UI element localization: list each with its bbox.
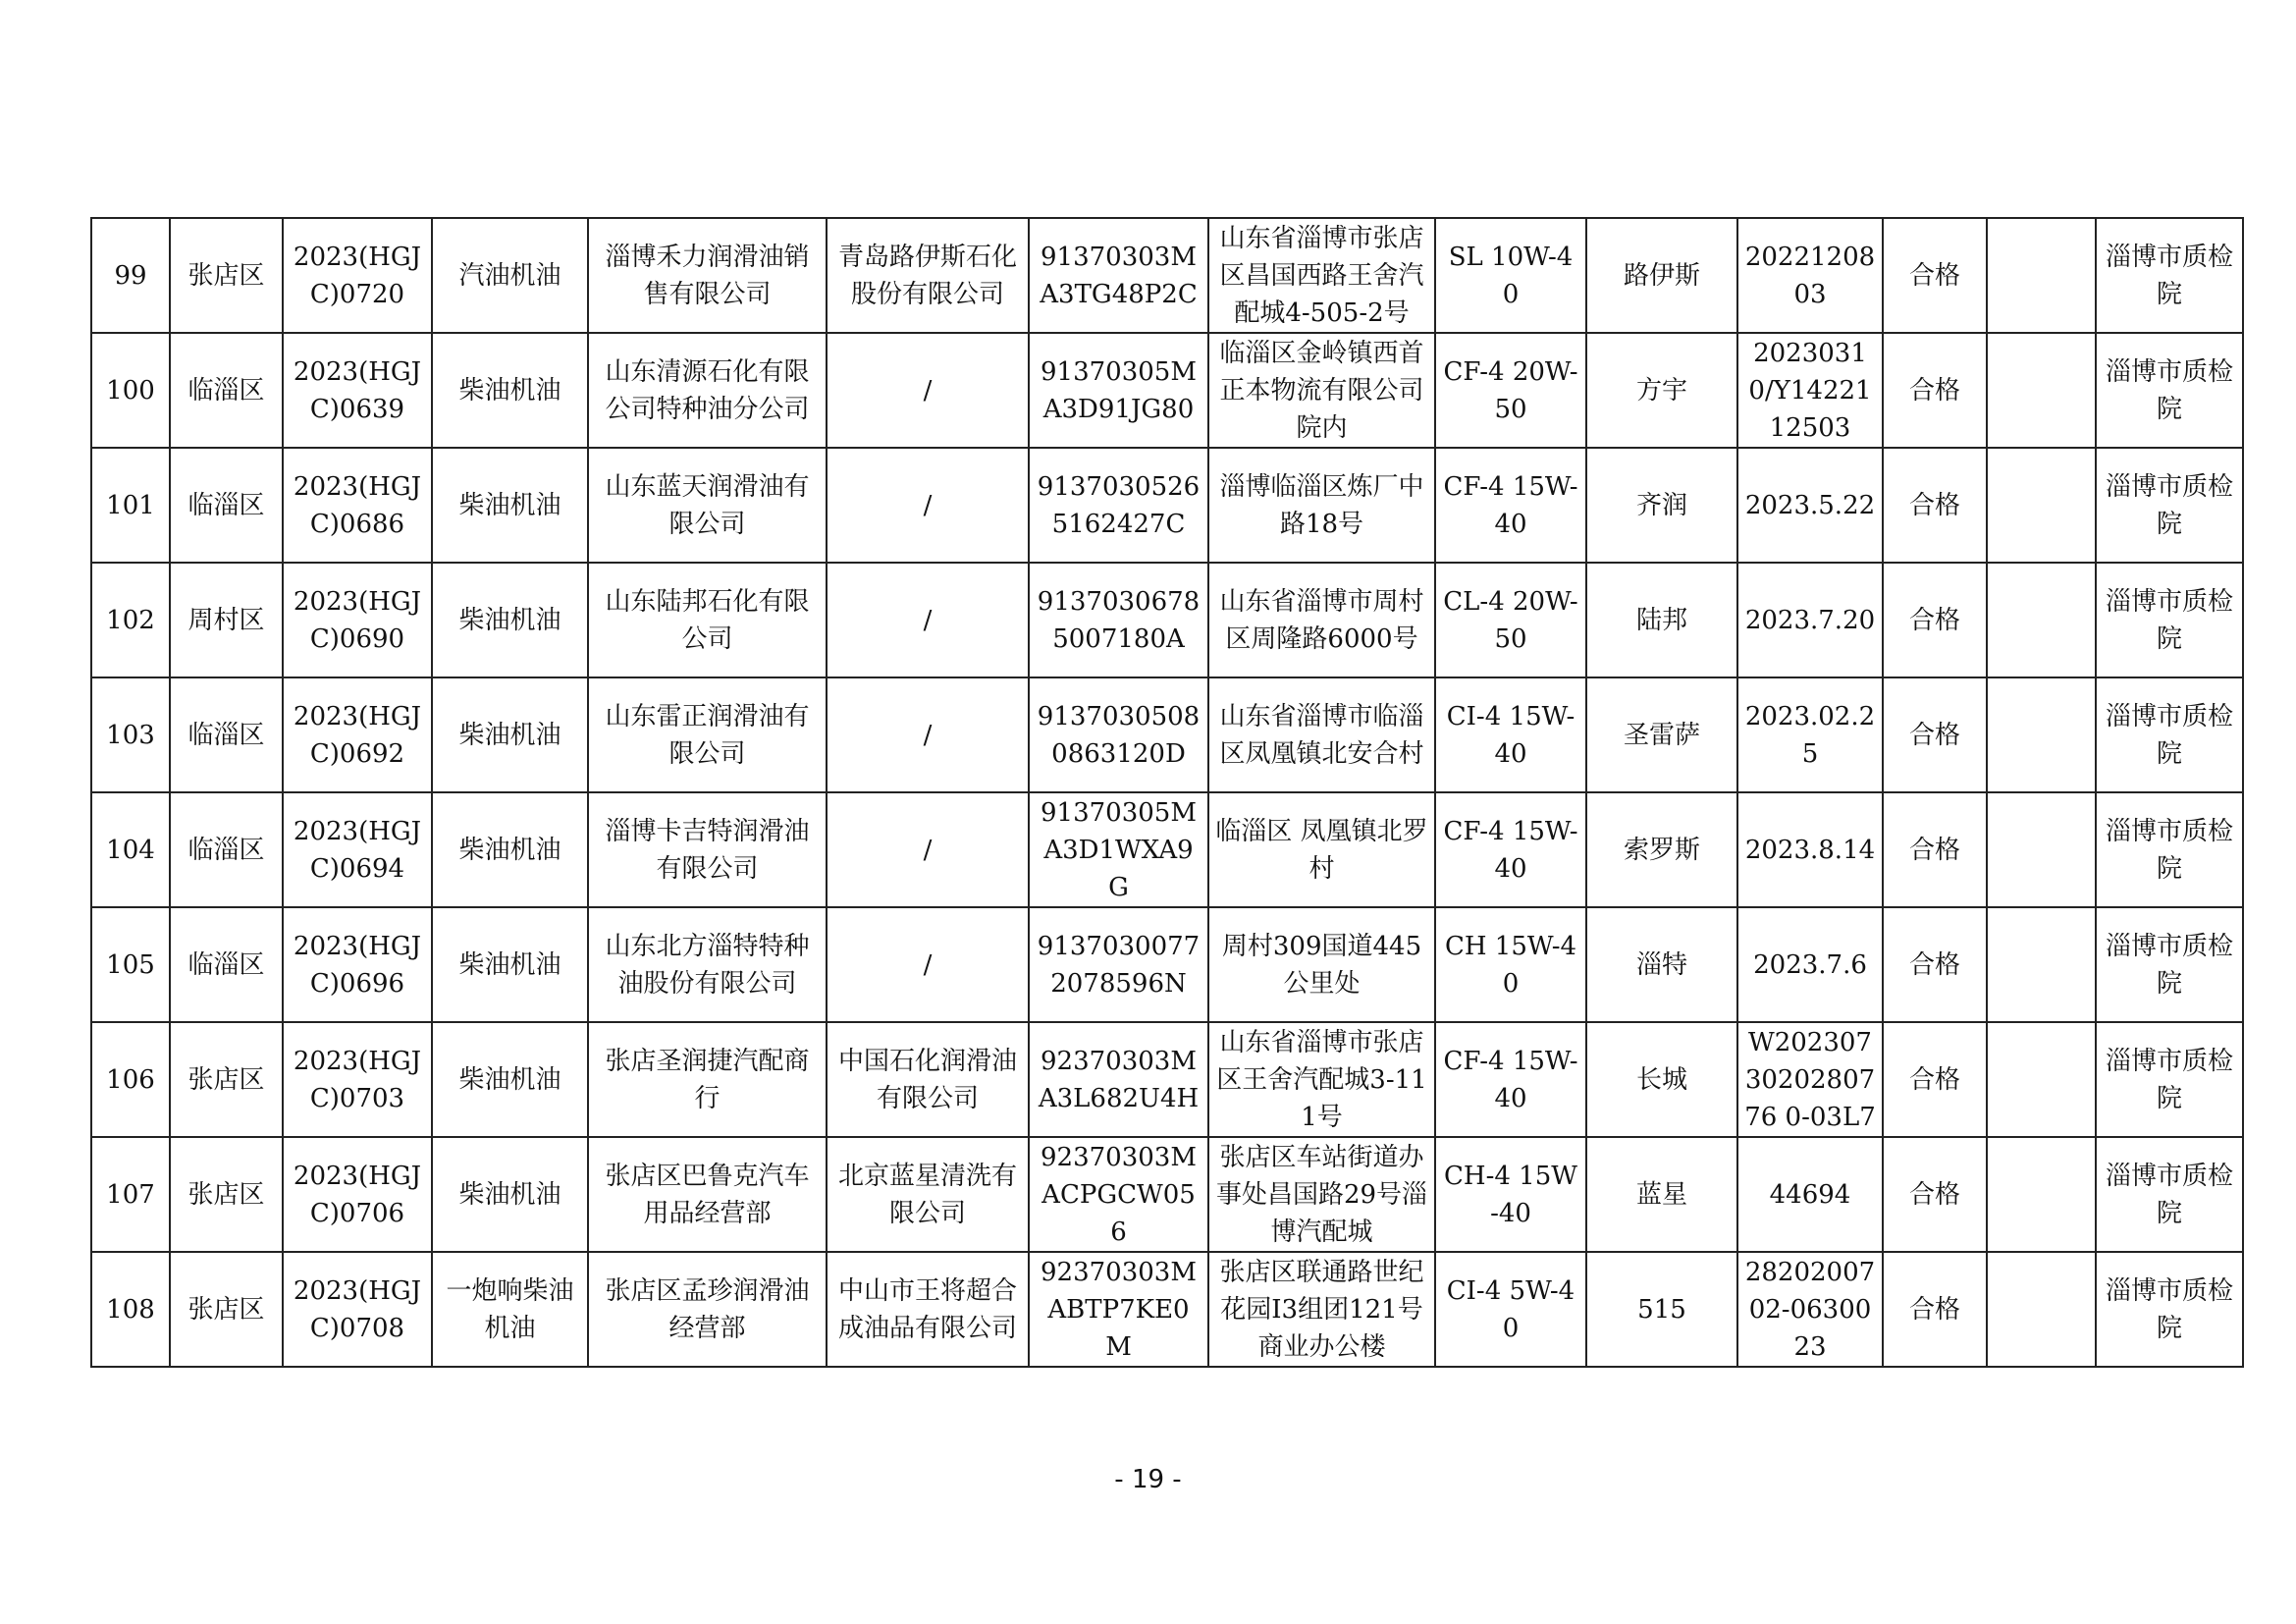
table-row — [91, 1252, 2243, 1367]
cell-producer: / — [827, 792, 1029, 907]
cell-seq: 102 — [91, 563, 170, 677]
cell-sampled-company: 张店区孟珍润滑油经营部 — [588, 1252, 827, 1367]
cell-remark — [1987, 563, 2096, 677]
cell-spec: CF-4 15W-40 — [1435, 792, 1586, 907]
cell-batch: 2023.5.22 — [1737, 448, 1883, 563]
cell-batch: 2820200702-0630023 — [1737, 1252, 1883, 1367]
cell-credit-code: 91370305MA3D91JG80 — [1029, 333, 1208, 448]
cell-agency: 淄博市质检院 — [2096, 1022, 2243, 1137]
cell-address: 周村309国道445公里处 — [1208, 907, 1435, 1022]
cell-district: 张店区 — [170, 1022, 283, 1137]
table-row — [91, 333, 2243, 448]
cell-credit-code: 92370303MABTP7KE0M — [1029, 1252, 1208, 1367]
cell-agency: 淄博市质检院 — [2096, 333, 2243, 448]
cell-seq: 108 — [91, 1252, 170, 1367]
cell-batch: 2022120803 — [1737, 218, 1883, 333]
cell-result: 合格 — [1883, 218, 1987, 333]
cell-product: 柴油机油 — [432, 907, 588, 1022]
cell-report-no: 2023(HGJC)0639 — [283, 333, 432, 448]
cell-producer: / — [827, 563, 1029, 677]
page-number: - 19 - — [1114, 1465, 1182, 1494]
cell-report-no: 2023(HGJC)0690 — [283, 563, 432, 677]
cell-spec: CH-4 15W-40 — [1435, 1137, 1586, 1252]
cell-sampled-company: 张店圣润捷汽配商行 — [588, 1022, 827, 1137]
cell-result: 合格 — [1883, 563, 1987, 677]
cell-credit-code: 92370303MACPGCW056 — [1029, 1137, 1208, 1252]
cell-producer: 中国石化润滑油有限公司 — [827, 1022, 1029, 1137]
cell-address: 临淄区 凤凰镇北罗村 — [1208, 792, 1435, 907]
cell-agency: 淄博市质检院 — [2096, 1137, 2243, 1252]
cell-report-no: 2023(HGJC)0692 — [283, 677, 432, 792]
cell-report-no: 2023(HGJC)0686 — [283, 448, 432, 563]
cell-brand: 515 — [1586, 1252, 1737, 1367]
cell-product: 汽油机油 — [432, 218, 588, 333]
cell-batch: W2023073020280776 0-03L7 — [1737, 1022, 1883, 1137]
cell-sampled-company: 淄博卡吉特润滑油有限公司 — [588, 792, 827, 907]
cell-district: 临淄区 — [170, 333, 283, 448]
cell-sampled-company: 山东清源石化有限公司特种油分公司 — [588, 333, 827, 448]
cell-remark — [1987, 448, 2096, 563]
cell-result: 合格 — [1883, 792, 1987, 907]
cell-seq: 103 — [91, 677, 170, 792]
cell-product: 柴油机油 — [432, 1022, 588, 1137]
cell-credit-code: 91370305MA3D1WXA9G — [1029, 792, 1208, 907]
cell-product: 柴油机油 — [432, 448, 588, 563]
cell-product: 柴油机油 — [432, 677, 588, 792]
cell-district: 临淄区 — [170, 907, 283, 1022]
cell-spec: CH 15W-40 — [1435, 907, 1586, 1022]
cell-credit-code: 91370300772078596N — [1029, 907, 1208, 1022]
cell-result: 合格 — [1883, 907, 1987, 1022]
cell-brand: 路伊斯 — [1586, 218, 1737, 333]
cell-agency: 淄博市质检院 — [2096, 448, 2243, 563]
cell-report-no: 2023(HGJC)0720 — [283, 218, 432, 333]
cell-producer: / — [827, 448, 1029, 563]
cell-address: 张店区车站街道办事处昌国路29号淄博汽配城 — [1208, 1137, 1435, 1252]
cell-brand: 方宇 — [1586, 333, 1737, 448]
cell-address: 临淄区金岭镇西首正本物流有限公司院内 — [1208, 333, 1435, 448]
cell-remark — [1987, 677, 2096, 792]
cell-result: 合格 — [1883, 333, 1987, 448]
cell-result: 合格 — [1883, 448, 1987, 563]
cell-agency: 淄博市质检院 — [2096, 792, 2243, 907]
cell-producer: 北京蓝星清洗有限公司 — [827, 1137, 1029, 1252]
cell-seq: 107 — [91, 1137, 170, 1252]
cell-agency: 淄博市质检院 — [2096, 563, 2243, 677]
table-row — [91, 677, 2243, 792]
cell-result: 合格 — [1883, 1252, 1987, 1367]
cell-agency: 淄博市质检院 — [2096, 907, 2243, 1022]
cell-seq: 104 — [91, 792, 170, 907]
cell-batch: 2023.7.20 — [1737, 563, 1883, 677]
cell-address: 张店区联通路世纪花园I3组团121号商业办公楼 — [1208, 1252, 1435, 1367]
cell-remark — [1987, 1022, 2096, 1137]
cell-remark — [1987, 792, 2096, 907]
cell-sampled-company: 山东北方淄特特种油股份有限公司 — [588, 907, 827, 1022]
cell-producer: / — [827, 907, 1029, 1022]
cell-sampled-company: 山东陆邦石化有限公司 — [588, 563, 827, 677]
cell-sampled-company: 山东雷正润滑油有限公司 — [588, 677, 827, 792]
cell-spec: CF-4 15W-40 — [1435, 448, 1586, 563]
cell-seq: 106 — [91, 1022, 170, 1137]
table-row — [91, 907, 2243, 1022]
cell-address: 淄博临淄区炼厂中路18号 — [1208, 448, 1435, 563]
cell-producer: / — [827, 333, 1029, 448]
cell-product: 柴油机油 — [432, 792, 588, 907]
cell-result: 合格 — [1883, 1022, 1987, 1137]
cell-sampled-company: 张店区巴鲁克汽车用品经营部 — [588, 1137, 827, 1252]
cell-seq: 105 — [91, 907, 170, 1022]
cell-spec: CI-4 5W-40 — [1435, 1252, 1586, 1367]
cell-credit-code: 92370303MA3L682U4H — [1029, 1022, 1208, 1137]
cell-credit-code: 91370306785007180A — [1029, 563, 1208, 677]
cell-district: 周村区 — [170, 563, 283, 677]
cell-brand: 陆邦 — [1586, 563, 1737, 677]
cell-address: 山东省淄博市张店区昌国西路王舍汽配城4-505-2号 — [1208, 218, 1435, 333]
cell-brand: 蓝星 — [1586, 1137, 1737, 1252]
cell-sampled-company: 山东蓝天润滑油有限公司 — [588, 448, 827, 563]
cell-product: 柴油机油 — [432, 1137, 588, 1252]
cell-district: 临淄区 — [170, 448, 283, 563]
cell-credit-code: 91370305265162427C — [1029, 448, 1208, 563]
cell-remark — [1987, 218, 2096, 333]
cell-address: 山东省淄博市周村区周隆路6000号 — [1208, 563, 1435, 677]
cell-report-no: 2023(HGJC)0706 — [283, 1137, 432, 1252]
cell-credit-code: 91370303MA3TG48P2C — [1029, 218, 1208, 333]
cell-result: 合格 — [1883, 677, 1987, 792]
cell-report-no: 2023(HGJC)0696 — [283, 907, 432, 1022]
cell-spec: CL-4 20W-50 — [1435, 563, 1586, 677]
cell-batch: 2023.02.25 — [1737, 677, 1883, 792]
cell-remark — [1987, 1252, 2096, 1367]
cell-producer: 青岛路伊斯石化股份有限公司 — [827, 218, 1029, 333]
cell-spec: SL 10W-40 — [1435, 218, 1586, 333]
table-row — [91, 563, 2243, 677]
cell-spec: CF-4 15W-40 — [1435, 1022, 1586, 1137]
cell-agency: 淄博市质检院 — [2096, 677, 2243, 792]
cell-brand: 齐润 — [1586, 448, 1737, 563]
cell-brand: 淄特 — [1586, 907, 1737, 1022]
cell-agency: 淄博市质检院 — [2096, 218, 2243, 333]
cell-district: 临淄区 — [170, 792, 283, 907]
cell-result: 合格 — [1883, 1137, 1987, 1252]
cell-agency: 淄博市质检院 — [2096, 1252, 2243, 1367]
cell-batch: 2023.7.6 — [1737, 907, 1883, 1022]
cell-seq: 101 — [91, 448, 170, 563]
cell-district: 张店区 — [170, 1252, 283, 1367]
cell-brand: 索罗斯 — [1586, 792, 1737, 907]
cell-product: 柴油机油 — [432, 563, 588, 677]
cell-brand: 长城 — [1586, 1022, 1737, 1137]
cell-spec: CI-4 15W-40 — [1435, 677, 1586, 792]
cell-brand: 圣雷萨 — [1586, 677, 1737, 792]
cell-sampled-company: 淄博禾力润滑油销售有限公司 — [588, 218, 827, 333]
cell-producer: 中山市王将超合成油品有限公司 — [827, 1252, 1029, 1367]
cell-remark — [1987, 333, 2096, 448]
cell-address: 山东省淄博市张店区王舍汽配城3-111号 — [1208, 1022, 1435, 1137]
cell-district: 张店区 — [170, 1137, 283, 1252]
cell-district: 临淄区 — [170, 677, 283, 792]
table-row — [91, 1022, 2243, 1137]
table-row — [91, 792, 2243, 907]
cell-remark — [1987, 907, 2096, 1022]
cell-product: 一炮响柴油机油 — [432, 1252, 588, 1367]
cell-product: 柴油机油 — [432, 333, 588, 448]
inspection-results-table — [90, 217, 2244, 1368]
cell-batch: 20230310/Y1422112503 — [1737, 333, 1883, 448]
cell-report-no: 2023(HGJC)0708 — [283, 1252, 432, 1367]
cell-report-no: 2023(HGJC)0694 — [283, 792, 432, 907]
cell-district: 张店区 — [170, 218, 283, 333]
table-row — [91, 218, 2243, 333]
table-row — [91, 1137, 2243, 1252]
cell-address: 山东省淄博市临淄区凤凰镇北安合村 — [1208, 677, 1435, 792]
table-row — [91, 448, 2243, 563]
cell-batch: 44694 — [1737, 1137, 1883, 1252]
cell-batch: 2023.8.14 — [1737, 792, 1883, 907]
cell-credit-code: 91370305080863120D — [1029, 677, 1208, 792]
cell-report-no: 2023(HGJC)0703 — [283, 1022, 432, 1137]
cell-seq: 99 — [91, 218, 170, 333]
cell-spec: CF-4 20W-50 — [1435, 333, 1586, 448]
cell-seq: 100 — [91, 333, 170, 448]
cell-producer: / — [827, 677, 1029, 792]
cell-remark — [1987, 1137, 2096, 1252]
